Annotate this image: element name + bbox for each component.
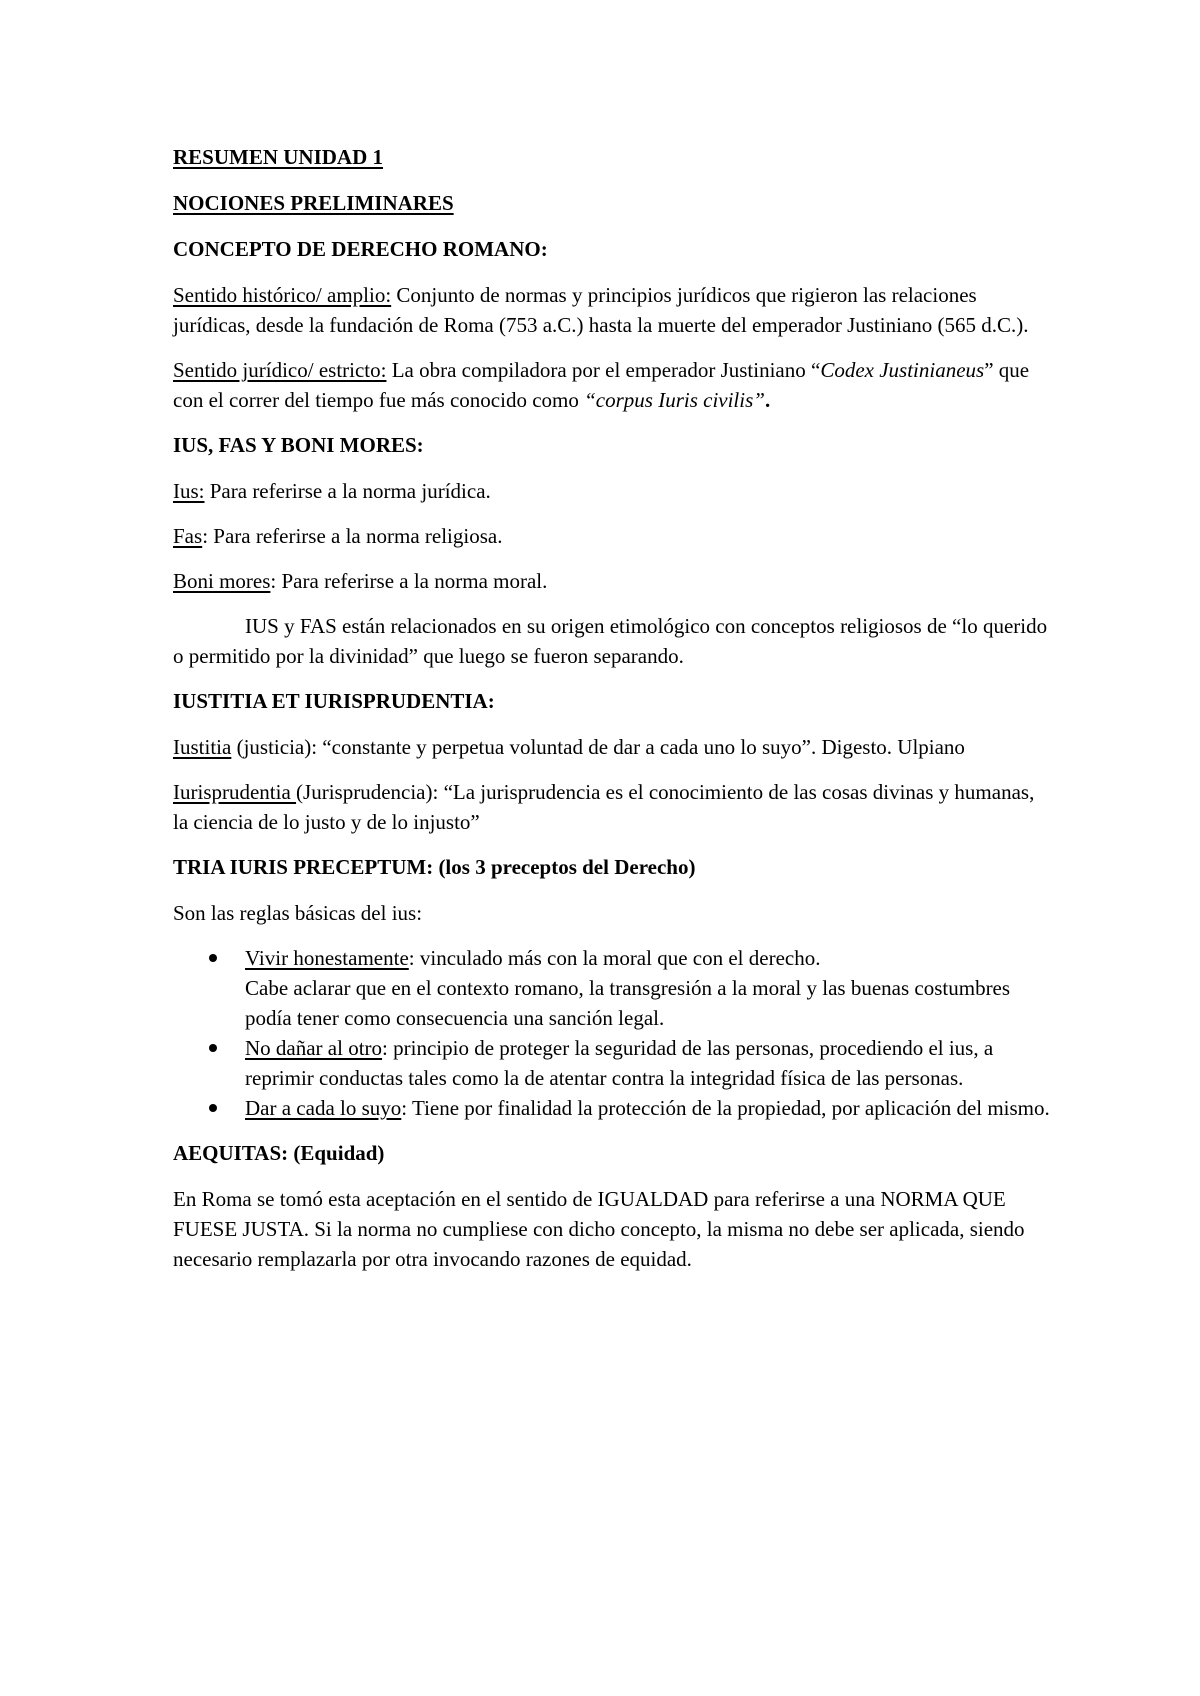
term-fas: Fas — [173, 524, 203, 548]
definition-vivir-honestamente: : vinculado más con la moral que con el derecho. — [408, 946, 821, 970]
precepts-list — [173, 943, 1050, 1123]
term-dar-a-cada: Dar a cada lo suyo — [245, 1096, 402, 1120]
term-ius: Ius: — [173, 479, 205, 503]
section-tria-iuris — [173, 852, 1050, 1123]
paragraph-fas — [173, 521, 1050, 551]
document-title: RESUMEN UNIDAD 1 — [173, 145, 384, 169]
term-no-danar: No dañar al otro — [245, 1036, 383, 1060]
section-heading-tria-iuris: TRIA IURIS PRECEPTUM: (los 3 preceptos del Derecho) — [173, 855, 696, 879]
paragraph-sentido-historico — [173, 280, 1050, 340]
section-heading-iustitia: IUSTITIA ET IURISPRUDENTIA: — [173, 689, 495, 713]
definition-no-danar: : principio de proteger la seguridad de las personas, procediendo el ius, a reprimir conductas tales como la de atentar contra la integridad física de las personas. — [245, 1036, 994, 1090]
section-concepto — [173, 234, 1050, 415]
definition-ius: Para referirse a la norma jurídica. — [204, 479, 491, 503]
corpus-iuris-civilis: “corpus Iuris civilis” — [584, 388, 765, 412]
paragraph-ius-fas-origen: IUS y FAS están relacionados en su origen etimológico con conceptos religiosos de “lo querido o permitido por la divinidad” que luego se fueron separando. — [173, 614, 1048, 668]
section-heading-aequitas: AEQUITAS: (Equidad) — [173, 1141, 385, 1165]
paragraph-ius — [173, 476, 1050, 506]
term-iustitia: Iustitia — [173, 735, 232, 759]
definition-sentido-historico: Conjunto de normas y principios jurídicos que rigieron las relaciones jurídicas, desde la fundación de Roma (753 a.C.) hasta la muerte del emperador Justiniano (565 d.C.). — [173, 283, 1029, 337]
document-subtitle: NOCIONES PRELIMINARES — [173, 191, 454, 215]
section-iustitia — [173, 686, 1050, 837]
term-sentido-juridico: Sentido jurídico/ estricto: — [173, 358, 387, 382]
term-sentido-historico: Sentido histórico/ amplio: — [173, 283, 392, 307]
paragraph-boni-mores — [173, 566, 1050, 596]
section-aequitas — [173, 1138, 1050, 1274]
definition-fas: : Para referirse a la norma religiosa. — [202, 524, 503, 548]
section-heading-ius-fas: IUS, FAS Y BONI MORES: — [173, 433, 424, 457]
paragraph-aequitas: En Roma se tomó esta aceptación en el sentido de IGUALDAD para referirse a una NORMA QUE FUESE JUSTA. Si la norma no cumpliese con dicho concepto, la misma no debe ser aplicada, siendo necesario remplazarla por otra invocando razones de equidad. — [173, 1187, 1025, 1271]
section-ius-fas — [173, 430, 1050, 671]
note-vivir-honestamente: Cabe aclarar que en el contexto romano, la transgresión a la moral y las buenas costumbres podía tener como consecuencia una sanción legal. — [245, 976, 1011, 1030]
paragraph-sentido-juridico — [173, 355, 1050, 415]
paragraph-tria-intro: Son las reglas básicas del ius: — [173, 901, 423, 925]
section-heading-concepto: CONCEPTO DE DERECHO ROMANO: — [173, 237, 548, 261]
term-iurisprudentia: Iurisprudentia — [173, 780, 297, 804]
definition-iustitia: (justicia): “constante y perpetua voluntad de dar a cada uno lo suyo”. Digesto. Ulpiano — [231, 735, 965, 759]
definition-sentido-juridico-part2: ” que con el correr del tiempo fue más conocido como — [173, 358, 1030, 412]
term-boni-mores: Boni mores — [173, 569, 271, 593]
list-item — [245, 943, 1050, 1033]
list-item — [245, 1033, 1050, 1093]
codex-justinianeus: Codex Justinianeus — [820, 358, 985, 382]
definition-iurisprudentia: (Jurisprudencia): “La jurisprudencia es el conocimiento de las cosas divinas y humanas, la ciencia de lo justo y de lo injusto” — [173, 780, 1035, 834]
definition-boni-mores: : Para referirse a la norma moral. — [270, 569, 548, 593]
definition-sentido-juridico-part1: La obra compiladora por el emperador Justiniano “ — [386, 358, 821, 382]
term-vivir-honestamente: Vivir honestamente — [245, 946, 409, 970]
paragraph-iurisprudentia — [173, 777, 1050, 837]
list-item — [245, 1093, 1050, 1123]
paragraph-iustitia — [173, 732, 1050, 762]
definition-dar-a-cada: : Tiene por finalidad la protección de la propiedad, por aplicación del mismo. — [401, 1096, 1050, 1120]
definition-end-period: . — [764, 388, 771, 412]
